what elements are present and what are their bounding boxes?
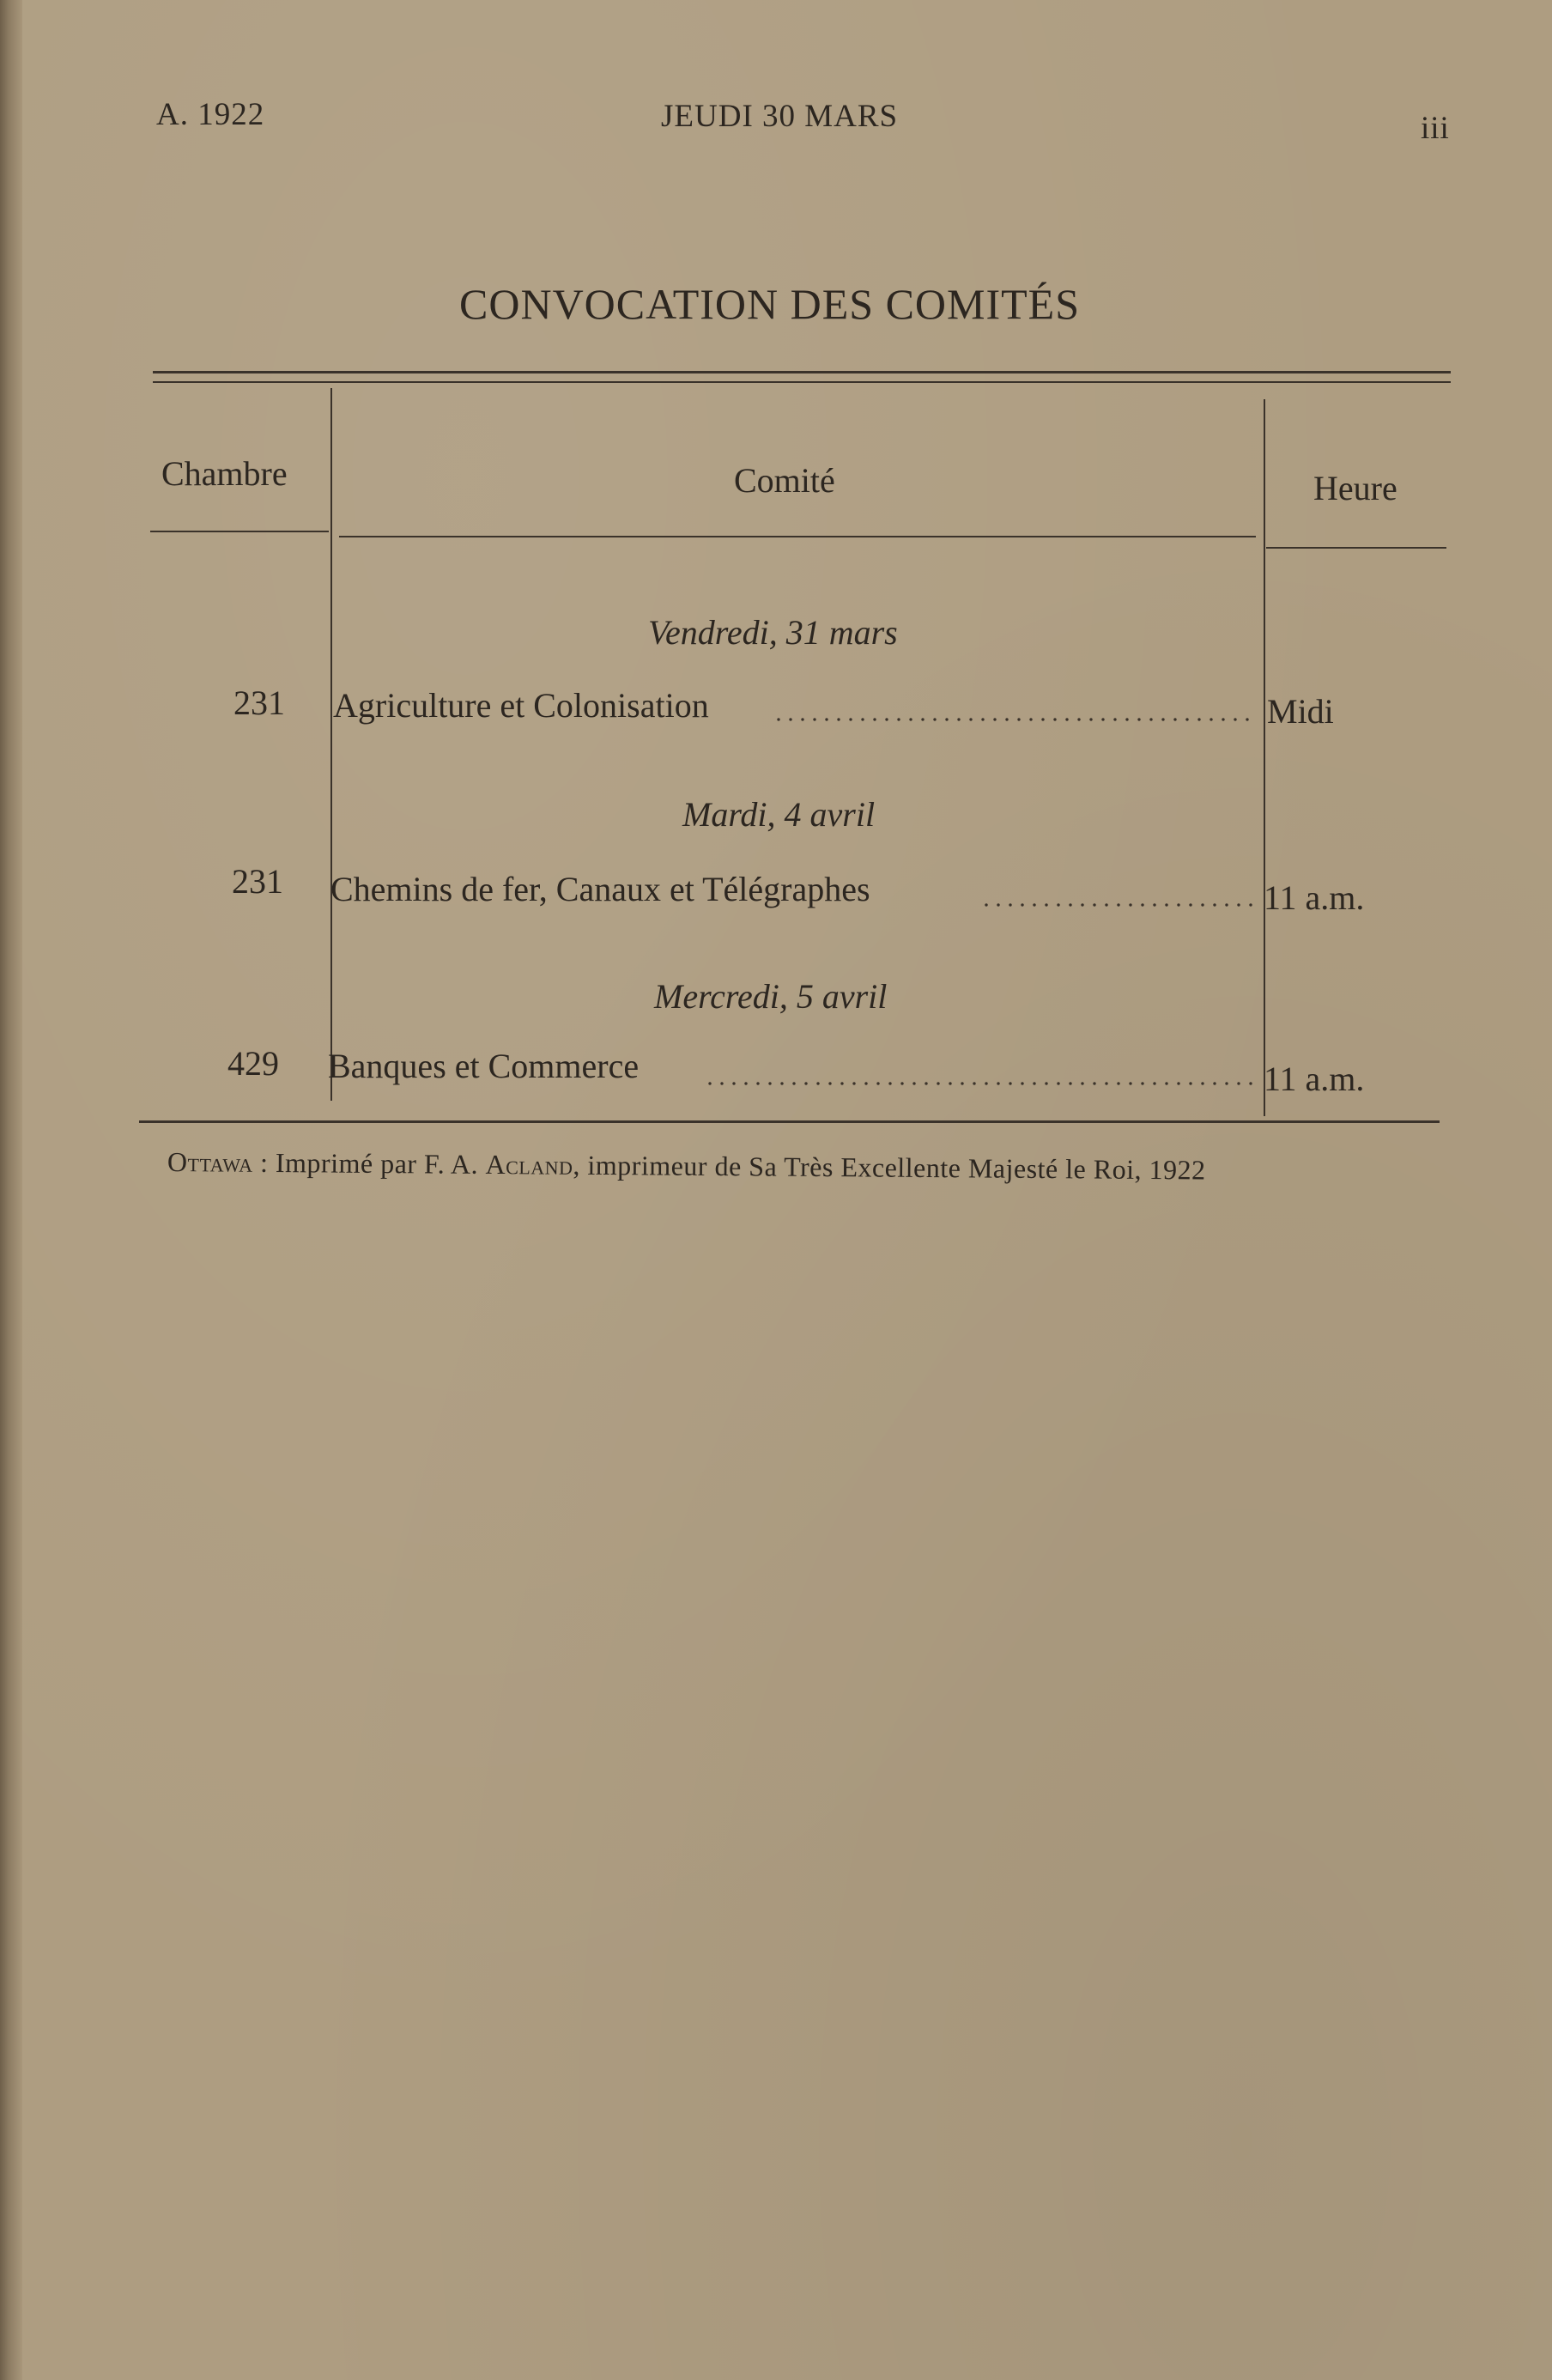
column-divider-right: [1264, 399, 1265, 1116]
heure-cell: Midi: [1267, 692, 1334, 731]
leader-dots: [704, 1082, 1256, 1085]
day-heading: Vendredi, 31 mars: [648, 613, 898, 652]
table-top-rule-1: [153, 371, 1451, 373]
leader-dots: [980, 903, 1257, 907]
comite-cell: Chemins de fer, Canaux et Télégraphes: [330, 870, 870, 908]
comite-cell: Agriculture et Colonisation: [333, 686, 709, 725]
header-underline-comite: [339, 536, 1256, 537]
heure-cell: 11 a.m.: [1264, 1059, 1365, 1098]
header-underline-chambre: [150, 531, 329, 532]
header-page-number: iii: [1421, 111, 1450, 146]
column-header-heure: Heure: [1313, 469, 1397, 507]
chambre-cell: 231: [232, 862, 283, 901]
header-year: A. 1922: [156, 97, 265, 132]
header-date: JEUDI 30 MARS: [661, 99, 899, 134]
leader-dots: [773, 718, 1258, 721]
column-header-chambre: Chambre: [161, 454, 288, 493]
heure-cell: 11 a.m.: [1264, 878, 1365, 917]
chambre-cell: 231: [233, 683, 285, 722]
column-divider-left: [330, 388, 332, 1101]
comite-cell: Banques et Commerce: [328, 1047, 640, 1085]
imprint-text-1: : Imprimé par F. A.: [252, 1146, 486, 1180]
column-header-comite: Comité: [734, 461, 835, 500]
page-title: CONVOCATION DES COMITÉS: [459, 280, 1081, 328]
table-top-rule-2: [153, 381, 1451, 383]
imprint-city: Ottawa: [167, 1146, 253, 1178]
imprint-text-2: , imprimeur de Sa Très Excellente Majesté le Roi, 1922: [573, 1149, 1206, 1186]
imprint-printer: Acland: [485, 1148, 573, 1181]
day-heading: Mercredi, 5 avril: [654, 977, 888, 1016]
header-underline-heure: [1266, 547, 1446, 549]
binding-edge: [0, 0, 22, 2380]
table-bottom-rule: [139, 1120, 1440, 1123]
chambre-cell: 429: [227, 1044, 279, 1083]
day-heading: Mardi, 4 avril: [682, 795, 876, 834]
